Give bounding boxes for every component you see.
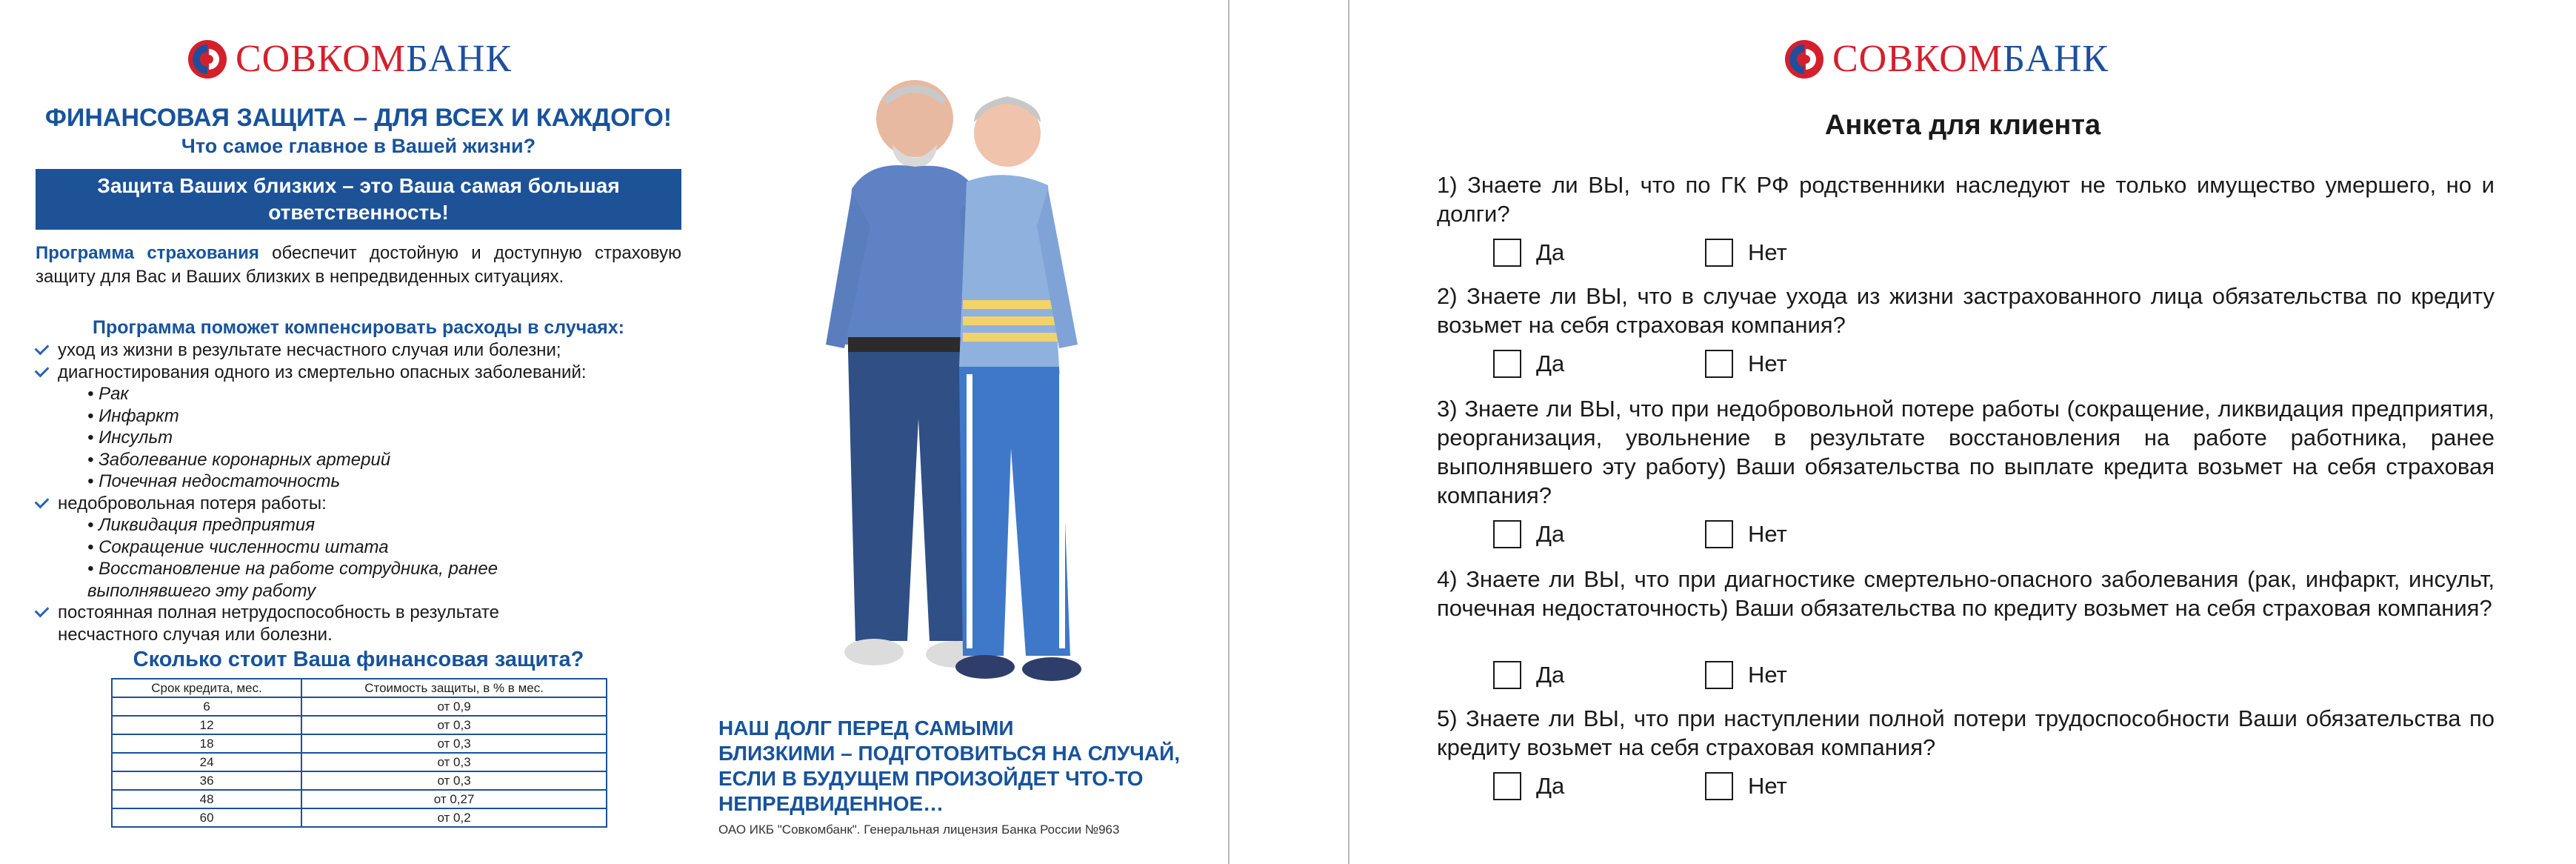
question-1: 1) Знаете ли ВЫ, что по ГК РФ родственники наследуют не только имущество умершего, но и долги? [1437, 172, 2495, 227]
list-item-continuation [36, 624, 687, 646]
checkmark-icon [35, 494, 50, 508]
sovcombank-logo [187, 39, 512, 80]
price-cell: от 0,9 [301, 697, 607, 716]
table-row [112, 753, 607, 771]
cost-title: Сколько стоит Ваша финансовая защита? [133, 648, 584, 671]
answer-row-1 [1493, 239, 1917, 267]
license-note: ОАО ИКБ "Совкомбанк". Генеральная лицензия Банка России №963 [718, 823, 1120, 837]
yes-label: Да [1536, 521, 1565, 547]
price-cell: от 0,3 [301, 716, 607, 734]
no-label: Нет [1748, 773, 1787, 799]
disease-item: • Почечная недостаточность [87, 471, 341, 491]
disease-item: • Заболевание коронарных артерий [87, 449, 391, 470]
list-item [36, 339, 687, 362]
questionnaire-page [1348, 0, 2576, 864]
intro-lead: Программа страхования [36, 243, 259, 263]
term-cell: 12 [112, 716, 301, 734]
option-yes[interactable] [1493, 661, 1705, 689]
cases-title: Программа поможет компенсировать расходы в случаях: [93, 317, 624, 338]
list-item [36, 602, 687, 624]
yes-checkbox[interactable] [1493, 520, 1521, 548]
option-no[interactable] [1705, 661, 1917, 689]
yes-checkbox[interactable] [1493, 772, 1521, 800]
option-no[interactable] [1705, 520, 1917, 548]
brand-name-part2: БАНК [406, 38, 513, 80]
price-cell: от 0,27 [301, 790, 607, 808]
price-cell: от 0,3 [301, 771, 607, 790]
answer-row-5 [1493, 772, 1917, 800]
yes-checkbox[interactable] [1493, 350, 1521, 378]
yes-checkbox[interactable] [1493, 239, 1521, 267]
question-5: 5) Знаете ли ВЫ, что при наступлении полной потери трудоспособности Ваши обязательства по кредиту возьмет на себя страховая компания? [1437, 705, 2495, 760]
brand-name-part1: СОВКОМ [1832, 38, 2003, 80]
no-checkbox[interactable] [1705, 661, 1733, 689]
checkmark-icon [35, 341, 50, 356]
form-title: Анкета для клиента [1824, 110, 2101, 141]
intro-text: обеспечит достойную и доступную страховую защиту для Вас и Ваших близких в непредвиденных ситуациях. [36, 243, 681, 287]
job-loss-item: • Сокращение численности штата [87, 536, 389, 557]
table-row [112, 697, 607, 716]
option-yes[interactable] [1493, 520, 1705, 548]
brochure-page [0, 0, 1229, 864]
table-row [112, 771, 607, 790]
job-loss-item: • Восстановление на работе сотрудника, ранее [87, 559, 498, 579]
term-cell: 18 [112, 734, 301, 753]
job-loss-item: выполнявшего эту работу [87, 580, 316, 601]
term-cell: 60 [112, 808, 301, 827]
banner: Защита Ваших близких – это Ваша самая большая ответственность! [36, 169, 681, 230]
slogan-line: БЛИЗКИМИ – ПОДГОТОВИТЬСЯ НА СЛУЧАЙ, [718, 742, 1181, 765]
term-cell: 48 [112, 790, 301, 808]
answer-row-4 [1493, 661, 1917, 689]
table-header: Стоимость защиты, в % в мес. [301, 679, 607, 697]
option-yes[interactable] [1493, 772, 1705, 800]
question-4: 4) Знаете ли ВЫ, что при диагностике смертельно-опасного заболевания (рак, инфаркт, инсульт, почечная недостаточность) Ваши обязательства по кредиту возьмет на себя страховая компания? [1437, 566, 2495, 621]
slogan-line: ЕСЛИ В БУДУЩЕМ ПРОИЗОЙДЕТ ЧТО-ТО [718, 767, 1144, 790]
job-loss-item: • Ликвидация предприятия [87, 515, 316, 535]
no-label: Нет [1748, 350, 1787, 376]
disease-item: • Инсульт [87, 428, 173, 448]
no-checkbox[interactable] [1705, 350, 1733, 378]
no-checkbox[interactable] [1705, 772, 1733, 800]
case-text: постоянная полная нетрудоспособность в результате [58, 602, 499, 622]
answer-row-3 [1493, 520, 1917, 548]
no-checkbox[interactable] [1705, 520, 1733, 548]
yes-checkbox[interactable] [1493, 661, 1521, 689]
price-cell: от 0,3 [301, 734, 607, 753]
case-text: недобровольная потеря работы: [58, 493, 327, 514]
term-cell: 36 [112, 771, 301, 790]
question-3: 3) Знаете ли ВЫ, что при недобровольной потере работы (сокращение, ликвидация предприятия, реорганизация, увольнение в результате восстановления на работе работника, ранее выполнявшего эту работу) Ваши обязательства по выплате кредита возьмет на себя страховая компания? [1437, 396, 2495, 508]
term-cell: 6 [112, 697, 301, 716]
table-row [112, 716, 607, 734]
list-item [36, 493, 687, 515]
yes-label: Да [1536, 350, 1565, 376]
case-text: диагностирования одного из смертельно опасных заболеваний: [58, 362, 587, 382]
option-no[interactable] [1705, 350, 1917, 378]
option-yes[interactable] [1493, 239, 1705, 267]
list-item [36, 362, 687, 384]
no-checkbox[interactable] [1705, 239, 1733, 267]
sovcombank-emblem-icon [1783, 39, 1825, 80]
elderly-couple-photo [722, 33, 1189, 715]
option-yes[interactable] [1493, 350, 1705, 378]
price-cell: от 0,3 [301, 753, 607, 771]
option-no[interactable] [1705, 239, 1917, 267]
no-label: Нет [1748, 662, 1787, 688]
disease-item: • Инфаркт [87, 405, 179, 426]
intro-paragraph [36, 242, 681, 289]
table-header-row [112, 679, 607, 697]
brand-name-part2: БАНК [2003, 38, 2109, 80]
option-no[interactable] [1705, 772, 1917, 800]
table-header: Срок кредита, мес. [112, 679, 301, 697]
case-text: несчастного случая или болезни. [58, 624, 333, 645]
subheadline: Что самое главное в Вашей жизни? [181, 135, 536, 157]
yes-label: Да [1536, 662, 1565, 688]
question-2: 2) Знаете ли ВЫ, что в случае ухода из жизни застрахованного лица обязательства по кредиту возьмет на себя страховая компания? [1437, 283, 2495, 338]
no-label: Нет [1748, 239, 1787, 265]
cases-list [36, 339, 687, 645]
yes-label: Да [1536, 773, 1565, 799]
price-cell: от 0,2 [301, 808, 607, 827]
checkmark-icon [35, 603, 50, 618]
table-row [112, 790, 607, 808]
term-cell: 24 [112, 753, 301, 771]
no-label: Нет [1748, 521, 1787, 547]
yes-label: Да [1536, 239, 1565, 265]
slogan [718, 716, 1207, 817]
disease-item: • Рак [87, 384, 129, 404]
table-row [112, 734, 607, 753]
slogan-line: НАШ ДОЛГ ПЕРЕД САМЫМИ [718, 717, 1014, 740]
answer-row-2 [1493, 350, 1917, 378]
sovcombank-logo [1783, 39, 2109, 80]
cost-table [111, 678, 607, 828]
case-text: уход из жизни в результате несчастного случая или болезни; [58, 340, 561, 360]
table-row [112, 808, 607, 827]
headline: ФИНАНСОВАЯ ЗАЩИТА – ДЛЯ ВСЕХ И КАЖДОГО! [44, 104, 673, 132]
checkmark-icon [35, 362, 50, 377]
brand-name-part1: СОВКОМ [236, 38, 407, 80]
slogan-line: НЕПРЕДВИДЕННОЕ… [718, 792, 944, 815]
sovcombank-emblem-icon [187, 39, 228, 80]
